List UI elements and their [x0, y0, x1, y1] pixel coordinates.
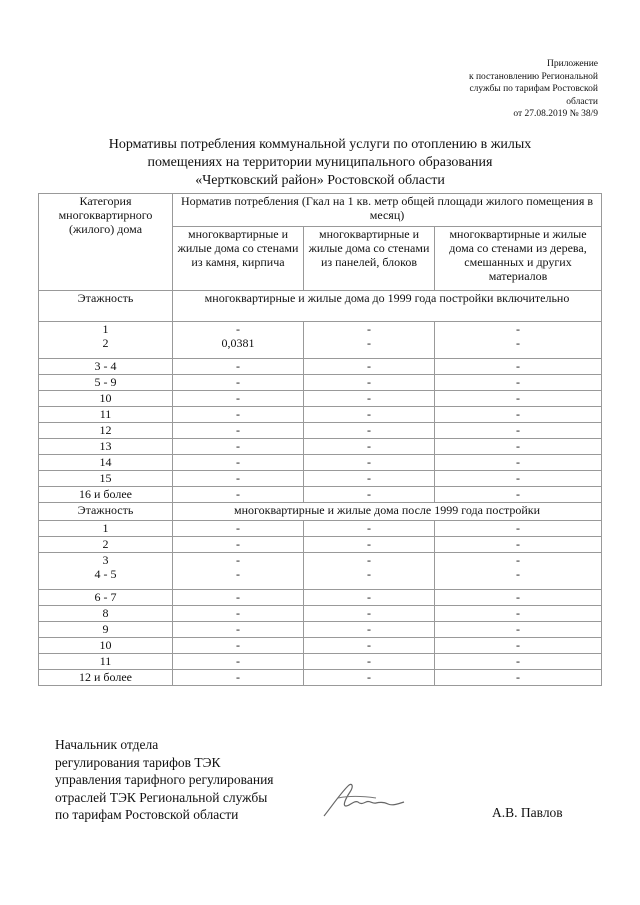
norm-value-cell: - - — [304, 322, 435, 359]
floors-label: Этажность — [39, 503, 173, 521]
table-row — [39, 654, 602, 670]
table-row — [39, 391, 602, 407]
floor-cell: 13 — [39, 439, 173, 455]
position-line: управления тарифного регулирования — [55, 772, 274, 787]
floor-cell: 11 — [39, 407, 173, 423]
floor-cell: 12 — [39, 423, 173, 439]
norm-value-cell: - — [435, 391, 602, 407]
floor-cell: 6 - 7 — [39, 590, 173, 606]
norm-value-cell: - — [173, 455, 304, 471]
norm-value-cell: - — [304, 638, 435, 654]
floor-cell: 16 и более — [39, 487, 173, 503]
norm-value-cell: - — [304, 670, 435, 686]
norm-value-cell: - — [304, 606, 435, 622]
signatory-name: А.В. Павлов — [492, 805, 563, 820]
table-row — [39, 622, 602, 638]
norm-value-cell: - — [304, 423, 435, 439]
norm-value-cell: - — [304, 407, 435, 423]
position-line: по тарифам Ростовской области — [55, 807, 239, 822]
norm-value-cell: - — [435, 423, 602, 439]
floor-cell: 14 — [39, 455, 173, 471]
floor-cell: 3 4 - 5 — [39, 553, 173, 590]
norm-value-cell: - — [173, 521, 304, 537]
norm-value-cell: - — [435, 359, 602, 375]
norm-value-cell: - — [304, 654, 435, 670]
norm-value-cell: - — [173, 537, 304, 553]
norm-value-cell: - — [304, 537, 435, 553]
norm-value-cell: - — [173, 638, 304, 654]
appendix-line: от 27.08.2019 № 38/9 — [513, 109, 598, 119]
table-row — [39, 407, 602, 423]
table-row — [39, 590, 602, 606]
norm-value-cell: - — [173, 590, 304, 606]
position-line: регулирования тарифов ТЭК — [55, 754, 221, 770]
handwritten-signature — [318, 776, 410, 822]
norm-value-cell: - — [173, 670, 304, 686]
subheader-panels-blocks: многоквартирные и жилые дома со стенами из панелей, блоков — [304, 226, 435, 290]
norm-value-cell: - — [304, 622, 435, 638]
norm-value-cell: - — [304, 471, 435, 487]
table-row — [39, 322, 602, 359]
floor-cell: 2 — [39, 537, 173, 553]
document-title — [60, 136, 580, 190]
norm-value-cell: - — [435, 638, 602, 654]
norm-value-cell: - - — [435, 553, 602, 590]
norm-value-cell: - — [435, 439, 602, 455]
floor-cell: 8 — [39, 606, 173, 622]
norm-value-cell: - — [304, 521, 435, 537]
floor-cell: 5 - 9 — [39, 375, 173, 391]
period-label: многоквартирные и жилые дома до 1999 года постройки включительно — [173, 291, 602, 322]
norm-value-cell: - — [435, 407, 602, 423]
norm-value-cell: - — [173, 487, 304, 503]
appendix-line: к постановлению Региональной — [468, 71, 598, 82]
table-row — [39, 606, 602, 622]
floor-cell: 10 — [39, 391, 173, 407]
norm-value-cell: - — [173, 391, 304, 407]
norm-value-cell: - — [435, 455, 602, 471]
norm-value-cell: - — [304, 359, 435, 375]
floor-cell: 11 — [39, 654, 173, 670]
norm-value-cell: - - — [435, 322, 602, 359]
norm-value-cell: - — [173, 622, 304, 638]
appendix-line: службы по тарифам Ростовской — [469, 84, 598, 94]
subheader-stone-brick: многоквартирные и жилые дома со стенами из камня, кирпича — [173, 226, 304, 290]
position-line: Начальник отдела — [55, 737, 159, 752]
norm-value-cell: - — [173, 423, 304, 439]
norm-value-cell: - — [435, 654, 602, 670]
floor-cell: 3 - 4 — [39, 359, 173, 375]
norm-value-cell: - — [173, 471, 304, 487]
floors-label: Этажность — [39, 291, 173, 322]
table-row — [39, 375, 602, 391]
table-row — [39, 455, 602, 471]
floor-cell: 10 — [39, 638, 173, 654]
norm-value-cell: - — [304, 375, 435, 391]
norm-value-cell: - — [304, 455, 435, 471]
table-row — [39, 638, 602, 654]
norm-value-cell: - — [435, 622, 602, 638]
subheader-wood-mixed: многоквартирные и жилые дома со стенами из дерева, смешанных и других материалов — [435, 226, 602, 290]
norm-value-cell: - — [173, 606, 304, 622]
position-line: отраслей ТЭК Региональной службы — [55, 789, 268, 805]
header-category: Категория многоквартирного (жилого) дома — [39, 194, 173, 291]
floor-cell: 15 — [39, 471, 173, 487]
norm-value-cell: - — [435, 537, 602, 553]
table-row — [39, 439, 602, 455]
norms-table — [38, 193, 602, 686]
appendix-line: Приложение — [547, 59, 598, 69]
norm-value-cell: - 0,0381 — [173, 322, 304, 359]
norm-value-cell: - — [435, 471, 602, 487]
norm-value-cell: - — [304, 487, 435, 503]
norm-value-cell: - — [173, 359, 304, 375]
floor-cell: 1 — [39, 521, 173, 537]
norm-value-cell: - — [435, 670, 602, 686]
title-line: «Чертковский район» Ростовской области — [195, 173, 445, 188]
table-row — [39, 471, 602, 487]
norm-value-cell: - — [435, 375, 602, 391]
norm-value-cell: - — [304, 590, 435, 606]
period-label: многоквартирные и жилые дома после 1999 года постройки — [173, 503, 602, 521]
norm-value-cell: - — [173, 375, 304, 391]
table-row — [39, 423, 602, 439]
table-row — [39, 521, 602, 537]
norm-value-cell: - — [173, 439, 304, 455]
title-line: помещениях на территории муниципального образования — [147, 155, 493, 170]
signatory-position — [55, 736, 274, 824]
table-row — [39, 487, 602, 503]
norm-value-cell: - — [435, 521, 602, 537]
floor-cell: 1 2 — [39, 322, 173, 359]
norm-value-cell: - — [173, 654, 304, 670]
table-row — [39, 553, 602, 590]
norm-value-cell: - — [435, 487, 602, 503]
title-line: Нормативы потребления коммунальной услуги по отоплению в жилых — [108, 137, 532, 152]
floor-cell: 9 — [39, 622, 173, 638]
norm-value-cell: - - — [173, 553, 304, 590]
appendix-note — [398, 58, 598, 121]
header-norm: Норматив потребления (Гкал на 1 кв. метр общей площади жилого помещения в месяц) — [173, 194, 602, 227]
norm-value-cell: - — [173, 407, 304, 423]
norm-value-cell: - - — [304, 553, 435, 590]
table-row — [39, 537, 602, 553]
norm-value-cell: - — [304, 439, 435, 455]
table-row — [39, 359, 602, 375]
norm-value-cell: - — [435, 606, 602, 622]
floor-cell: 12 и более — [39, 670, 173, 686]
appendix-line: области — [566, 96, 598, 107]
table-row — [39, 670, 602, 686]
norm-value-cell: - — [304, 391, 435, 407]
norm-value-cell: - — [435, 590, 602, 606]
